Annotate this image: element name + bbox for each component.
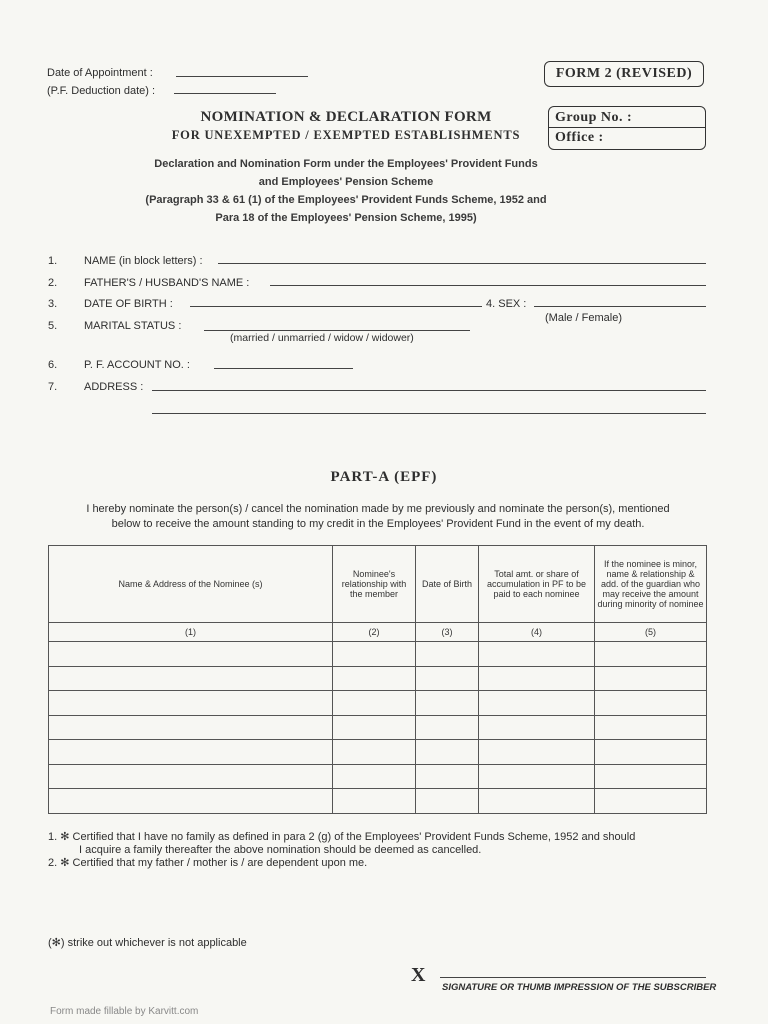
table-row [49, 789, 707, 814]
field-1-number: 1. [48, 255, 58, 267]
nominee-table [48, 545, 707, 814]
form-description [96, 155, 596, 227]
table-cell[interactable] [479, 691, 595, 716]
marital-status-label: MARITAL STATUS : [84, 320, 182, 332]
certification-2: 2. ✻ Certified that my father / mother is / are dependent upon me. [48, 857, 368, 869]
address-field-line-1[interactable] [152, 390, 706, 391]
table-cell[interactable] [595, 789, 707, 814]
part-a-intro-line-2: below to receive the amount standing to my credit in the Employees' Provident Fund in the event of my death. [111, 518, 645, 530]
signature-caption: SIGNATURE OR THUMB IMPRESSION OF THE SUBSCRIBER [442, 982, 717, 993]
signature-field[interactable] [440, 977, 706, 978]
field-2-number: 2. [48, 277, 58, 289]
table-cell[interactable] [333, 715, 416, 740]
signature-mark: X [411, 964, 426, 986]
table-cell[interactable] [595, 740, 707, 765]
part-a-intro-line-1: I hereby nominate the person(s) / cancel the nomination made by me previously and nominate the person(s), mentioned [86, 503, 670, 515]
description-line-3: (Paragraph 33 & 61 (1) of the Employees' Provident Funds Scheme, 1952 and [145, 194, 547, 206]
table-cell[interactable] [49, 715, 333, 740]
father-husband-name-label: FATHER'S / HUSBAND'S NAME : [84, 277, 250, 289]
table-cell[interactable] [595, 642, 707, 667]
strike-out-footnote: (✻) strike out whichever is not applicable [48, 937, 247, 949]
date-of-birth-field[interactable] [190, 306, 482, 307]
description-line-2: and Employees' Pension Scheme [258, 176, 434, 188]
table-cell[interactable] [416, 691, 479, 716]
table-cell[interactable] [49, 789, 333, 814]
pf-deduction-date-field[interactable] [174, 93, 276, 94]
field-3-number: 3. [48, 298, 58, 310]
description-line-4: Para 18 of the Employees' Pension Scheme, 1995) [215, 212, 477, 224]
part-a-heading: PART-A (EPF) [330, 469, 438, 485]
table-cell[interactable] [479, 715, 595, 740]
fillable-watermark: Form made fillable by Karvitt.com [50, 1006, 199, 1017]
table-cell[interactable] [479, 740, 595, 765]
col-header-relationship: Nominee's relationship with the member [333, 546, 416, 623]
table-cell[interactable] [333, 740, 416, 765]
field-5-number: 5. [48, 320, 58, 332]
table-cell[interactable] [595, 764, 707, 789]
col-number: (3) [416, 623, 479, 642]
table-cell[interactable] [333, 789, 416, 814]
group-office-divider [549, 127, 705, 128]
address-field-line-2[interactable] [152, 413, 706, 414]
col-number: (4) [479, 623, 595, 642]
appointment-date-label: Date of Appointment : [47, 67, 153, 79]
table-cell[interactable] [49, 666, 333, 691]
table-cell[interactable] [333, 764, 416, 789]
certification-1-line-2: I acquire a family thereafter the above nomination should be deemed as cancelled. [79, 844, 482, 856]
col-header-name-address: Name & Address of the Nominee (s) [49, 546, 333, 623]
table-cell[interactable] [416, 740, 479, 765]
marital-status-field[interactable] [204, 330, 470, 331]
pf-deduction-date-label: (P.F. Deduction date) : [47, 85, 156, 97]
table-cell[interactable] [49, 764, 333, 789]
table-cell[interactable] [333, 666, 416, 691]
table-cell[interactable] [49, 642, 333, 667]
table-row [49, 764, 707, 789]
table-cell[interactable] [416, 764, 479, 789]
form-title: NOMINATION & DECLARATION FORM [200, 109, 492, 125]
pf-account-field[interactable] [214, 368, 353, 369]
certification-1-line-1: 1. ✻ Certified that I have no family as defined in para 2 (g) of the Employees' Provident Funds Scheme, 1952 and should [48, 831, 636, 843]
field-7-number: 7. [48, 381, 58, 393]
part-a-intro [48, 502, 708, 532]
table-row [49, 666, 707, 691]
table-cell[interactable] [595, 715, 707, 740]
name-label: NAME (in block letters) : [84, 255, 203, 267]
office-label: Office : [555, 130, 604, 145]
table-row [49, 715, 707, 740]
col-header-date-of-birth: Date of Birth [416, 546, 479, 623]
table-cell[interactable] [333, 691, 416, 716]
col-number: (5) [595, 623, 707, 642]
table-row [49, 642, 707, 667]
table-cell[interactable] [416, 789, 479, 814]
marital-status-hint: (married / unmarried / widow / widower) [230, 332, 414, 344]
description-line-1: Declaration and Nomination Form under the Employees' Provident Funds [154, 158, 538, 170]
table-cell[interactable] [479, 666, 595, 691]
table-row [49, 740, 707, 765]
form-badge: FORM 2 (REVISED) [544, 61, 704, 87]
table-header-row [49, 546, 707, 623]
name-field[interactable] [218, 263, 706, 264]
form-subtitle: FOR UNEXEMPTED / EXEMPTED ESTABLISHMENTS [171, 128, 521, 142]
certifications [48, 831, 718, 870]
table-cell[interactable] [479, 789, 595, 814]
table-cell[interactable] [479, 642, 595, 667]
address-label: ADDRESS : [84, 381, 144, 393]
table-cell[interactable] [49, 740, 333, 765]
field-6-number: 6. [48, 359, 58, 371]
col-header-guardian: If the nominee is minor, name & relationship & add. of the guardian who may receive the amount during minority of nominee [595, 546, 707, 623]
col-number: (2) [333, 623, 416, 642]
group-no-label: Group No. : [555, 110, 633, 125]
table-cell[interactable] [479, 764, 595, 789]
father-husband-name-field[interactable] [270, 285, 706, 286]
table-cell[interactable] [595, 691, 707, 716]
table-cell[interactable] [333, 642, 416, 667]
table-cell[interactable] [49, 691, 333, 716]
col-number: (1) [49, 623, 333, 642]
group-office-box [548, 106, 706, 150]
date-of-birth-label: DATE OF BIRTH : [84, 298, 173, 310]
col-header-share-amount: Total amt. or share of accumulation in PF to be paid to each nominee [479, 546, 595, 623]
sex-label: 4. SEX : [486, 298, 527, 310]
table-cell[interactable] [595, 666, 707, 691]
table-number-row [49, 623, 707, 642]
table-cell[interactable] [416, 715, 479, 740]
sex-field[interactable] [534, 306, 706, 307]
table-row [49, 691, 707, 716]
pf-account-label: P. F. ACCOUNT NO. : [84, 359, 190, 371]
sex-hint: (Male / Female) [545, 312, 623, 324]
table-cell[interactable] [416, 666, 479, 691]
appointment-date-field[interactable] [176, 76, 308, 77]
table-cell[interactable] [416, 642, 479, 667]
